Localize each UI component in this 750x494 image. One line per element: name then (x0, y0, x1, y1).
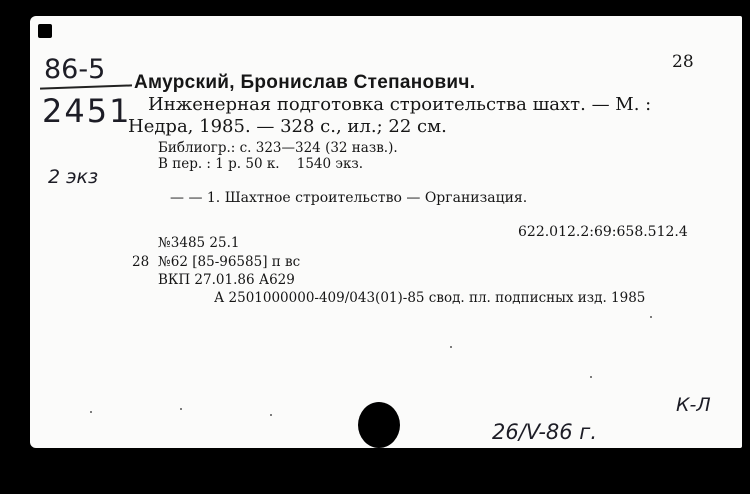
handwritten-shelf-top: 86-5 (44, 54, 106, 85)
handwritten-copies: 2 экз (48, 166, 99, 188)
handwritten-initials: К-Л (676, 394, 711, 416)
scan-speck (650, 316, 652, 318)
handwritten-date: 26/V-86 г. (492, 420, 598, 444)
bibliography-note: Библиогр.: с. 323—324 (32 назв.). (158, 140, 398, 156)
record-line-2: №62 [85-96585] п вс (158, 254, 301, 270)
scan-speck (180, 408, 182, 410)
subject-heading: — — 1. Шахтное строительство — Организация. (170, 190, 528, 206)
classification-code: 622.012.2:69:658.512.4 (518, 224, 688, 240)
scan-speck (450, 346, 452, 348)
shelf-mark-divider (40, 84, 132, 89)
punch-hole (358, 402, 400, 448)
card-corner-mark (38, 24, 52, 38)
scan-speck (590, 376, 592, 378)
record-number: №3485 25.1 (158, 235, 240, 251)
handwritten-shelf-bottom: 2451 (42, 92, 132, 130)
title-line-2: Недра, 1985. — 328 с., ил.; 22 см. (128, 116, 447, 137)
page-number: 28 (672, 52, 694, 72)
scan-speck (90, 411, 92, 413)
publisher-code: А 2501000000-409/043(01)-85 свод. пл. подписных изд. 1985 (214, 290, 646, 306)
vkp-line: ВКП 27.01.86 А629 (158, 272, 295, 288)
price-line: В пер. : 1 р. 50 к. 1540 экз. (158, 156, 364, 172)
record-prefix: 28 (132, 254, 150, 270)
catalog-card (30, 16, 742, 448)
title-line-1: Инженерная подготовка строительства шахт. — М. : (148, 94, 652, 115)
scan-speck (270, 414, 272, 416)
author-heading: Амурский, Бронислав Степанович. (134, 72, 476, 93)
